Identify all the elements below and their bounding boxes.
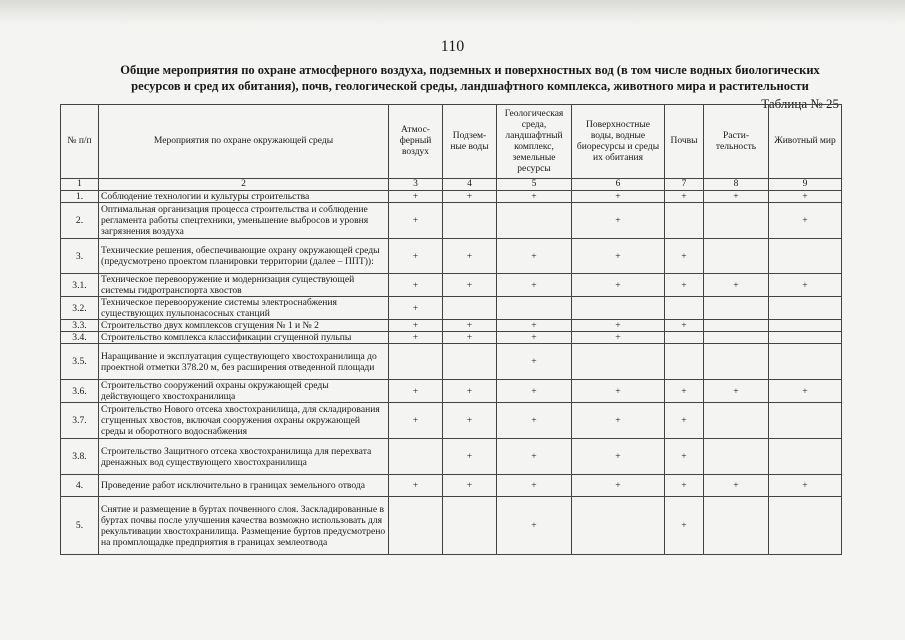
impact-mark: + (443, 191, 497, 203)
row-number: 1. (61, 191, 99, 203)
impact-mark: + (497, 380, 572, 403)
impact-mark (704, 239, 769, 274)
impact-mark: + (389, 403, 443, 439)
impact-mark: + (665, 239, 704, 274)
impact-mark: + (497, 191, 572, 203)
impact-mark: + (572, 274, 665, 297)
column-header: Поверхностные воды, водные биоресурсы и среды их обитания (572, 105, 665, 179)
measure-description: Соблюдение технологии и культуры строительства (99, 191, 389, 203)
column-header: Мероприятия по охране окружающей среды (99, 105, 389, 179)
row-number: 3.3. (61, 320, 99, 332)
impact-mark: + (704, 380, 769, 403)
impact-mark: + (704, 475, 769, 497)
measure-description: Техническое перевооружение и модернизация существующей системы гидротранспорта хвостов (99, 274, 389, 297)
row-number: 3.4. (61, 332, 99, 344)
column-header: Расти-тельность (704, 105, 769, 179)
impact-mark: + (443, 403, 497, 439)
impact-mark (769, 332, 842, 344)
impact-mark: + (443, 320, 497, 332)
table-caption: Таблица № 25 (761, 96, 839, 111)
impact-mark: + (443, 239, 497, 274)
measure-description: Наращивание и эксплуатация существующего хвостохранилища до проектной отметки 378.20 м, без расширения отведенной площади (99, 344, 389, 380)
column-index: 2 (99, 179, 389, 191)
measure-description: Снятие и размещение в буртах почвенного слоя. Заскладированные в буртах почвы после улучшения качества возможно использовать для рекультивации хвостохранилища. Размещение буртов предусмотрено на промплощадке предприятия в границах землеотвода (99, 497, 389, 555)
impact-mark (704, 297, 769, 320)
impact-mark (497, 297, 572, 320)
column-header: Геологическая среда, ландшафтный комплекс, земельные ресурсы (497, 105, 572, 179)
impact-mark: + (769, 380, 842, 403)
header-row (61, 105, 842, 179)
impact-mark: + (572, 191, 665, 203)
impact-mark: + (497, 475, 572, 497)
table-row (61, 239, 842, 274)
column-header: № п/п (61, 105, 99, 179)
column-header: Подзем-ные воды (443, 105, 497, 179)
impact-mark (704, 203, 769, 239)
row-number: 3. (61, 239, 99, 274)
column-index: 8 (704, 179, 769, 191)
impact-mark (443, 497, 497, 555)
impact-mark: + (497, 320, 572, 332)
table-row (61, 403, 842, 439)
column-header: Почвы (665, 105, 704, 179)
column-index-row (61, 179, 842, 191)
impact-mark: + (572, 320, 665, 332)
impact-mark: + (665, 191, 704, 203)
measures-table (60, 104, 842, 555)
impact-mark (665, 203, 704, 239)
impact-mark: + (443, 274, 497, 297)
row-number: 3.7. (61, 403, 99, 439)
scan-shadow (0, 0, 905, 26)
impact-mark (704, 497, 769, 555)
measure-description: Технические решения, обеспечивающие охрану окружающей среды (предусмотрено проектом планировки территории (далее – ППТ)): (99, 239, 389, 274)
page-title: Общие мероприятия по охране атмосферного воздуха, подземных и поверхностных вод (в том числе водных биологических ресурсов и сред их обитания), почв, геологической среды, ландшафтного комплекса, животного мира и растительности (120, 63, 820, 93)
impact-mark: + (572, 403, 665, 439)
table-body (61, 191, 842, 555)
measure-description: Строительство комплекса классификации сгущенной пульпы (99, 332, 389, 344)
impact-mark: + (389, 380, 443, 403)
impact-mark (704, 332, 769, 344)
impact-mark (389, 439, 443, 475)
impact-mark: + (389, 320, 443, 332)
impact-mark: + (497, 239, 572, 274)
impact-mark: + (389, 475, 443, 497)
row-number: 3.1. (61, 274, 99, 297)
impact-mark: + (665, 320, 704, 332)
impact-mark (389, 497, 443, 555)
impact-mark: + (572, 239, 665, 274)
impact-mark (704, 344, 769, 380)
impact-mark: + (497, 403, 572, 439)
table-row (61, 274, 842, 297)
impact-mark (572, 344, 665, 380)
table-row (61, 475, 842, 497)
impact-mark (704, 439, 769, 475)
impact-mark (665, 332, 704, 344)
column-index: 3 (389, 179, 443, 191)
measure-description: Строительство Защитного отсека хвостохранилища для перехвата дренажных вод существующего хвостохранилища (99, 439, 389, 475)
impact-mark: + (497, 344, 572, 380)
measure-description: Проведение работ исключительно в границах земельного отвода (99, 475, 389, 497)
impact-mark: + (389, 274, 443, 297)
table-row (61, 439, 842, 475)
impact-mark (389, 344, 443, 380)
row-number: 3.2. (61, 297, 99, 320)
table-row (61, 497, 842, 555)
impact-mark: + (389, 297, 443, 320)
impact-mark: + (572, 439, 665, 475)
column-header: Атмос-ферный воздух (389, 105, 443, 179)
impact-mark: + (665, 380, 704, 403)
row-number: 3.5. (61, 344, 99, 380)
impact-mark: + (665, 439, 704, 475)
impact-mark (572, 297, 665, 320)
impact-mark: + (769, 203, 842, 239)
impact-mark (704, 403, 769, 439)
measure-description: Строительство Нового отсека хвостохранилища, для складирования сгущенных хвостов, включая сооружения охраны окружающей среды и оборотного водоснабжения (99, 403, 389, 439)
impact-mark: + (389, 239, 443, 274)
impact-mark (443, 344, 497, 380)
table-row (61, 191, 842, 203)
column-index: 5 (497, 179, 572, 191)
table-row (61, 344, 842, 380)
measure-description: Строительство двух комплексов сгущения № 1 и № 2 (99, 320, 389, 332)
table-row (61, 380, 842, 403)
impact-mark (769, 344, 842, 380)
impact-mark (769, 497, 842, 555)
column-header: Животный мир (769, 105, 842, 179)
impact-mark (497, 203, 572, 239)
row-number: 5. (61, 497, 99, 555)
table-row (61, 332, 842, 344)
measure-description: Техническое перевооружение системы электроснабжения существующих пульпонасосных станций (99, 297, 389, 320)
impact-mark: + (443, 439, 497, 475)
impact-mark: + (665, 403, 704, 439)
impact-mark: + (389, 332, 443, 344)
impact-mark: + (572, 380, 665, 403)
impact-mark: + (497, 274, 572, 297)
impact-mark: + (769, 475, 842, 497)
impact-mark (769, 239, 842, 274)
column-index: 7 (665, 179, 704, 191)
impact-mark: + (572, 475, 665, 497)
impact-mark (572, 497, 665, 555)
impact-mark (665, 297, 704, 320)
impact-mark: + (389, 191, 443, 203)
row-number: 2. (61, 203, 99, 239)
impact-mark (704, 320, 769, 332)
impact-mark (665, 344, 704, 380)
impact-mark: + (704, 274, 769, 297)
impact-mark: + (665, 497, 704, 555)
impact-mark (769, 403, 842, 439)
measure-description: Оптимальная организация процесса строительства и соблюдение регламента работы спецтехники, уменьшение выбросов и уровня загрязнения воздуха (99, 203, 389, 239)
column-index: 6 (572, 179, 665, 191)
table-row (61, 203, 842, 239)
page-number: 110 (440, 38, 465, 55)
impact-mark: + (769, 274, 842, 297)
impact-mark (769, 439, 842, 475)
impact-mark: + (497, 497, 572, 555)
impact-mark: + (665, 274, 704, 297)
measure-description: Строительство сооружений охраны окружающей среды действующего хвостохранилища (99, 380, 389, 403)
impact-mark: + (497, 332, 572, 344)
impact-mark: + (497, 439, 572, 475)
column-index: 1 (61, 179, 99, 191)
impact-mark: + (704, 191, 769, 203)
impact-mark: + (572, 203, 665, 239)
row-number: 4. (61, 475, 99, 497)
impact-mark: + (389, 203, 443, 239)
impact-mark: + (443, 332, 497, 344)
impact-mark: + (443, 475, 497, 497)
column-index: 4 (443, 179, 497, 191)
impact-mark (443, 297, 497, 320)
table-row (61, 320, 842, 332)
impact-mark (769, 297, 842, 320)
impact-mark: + (665, 475, 704, 497)
impact-mark (769, 320, 842, 332)
column-index: 9 (769, 179, 842, 191)
row-number: 3.6. (61, 380, 99, 403)
row-number: 3.8. (61, 439, 99, 475)
impact-mark: + (769, 191, 842, 203)
impact-mark: + (443, 380, 497, 403)
table-row (61, 297, 842, 320)
impact-mark: + (572, 332, 665, 344)
impact-mark (443, 203, 497, 239)
